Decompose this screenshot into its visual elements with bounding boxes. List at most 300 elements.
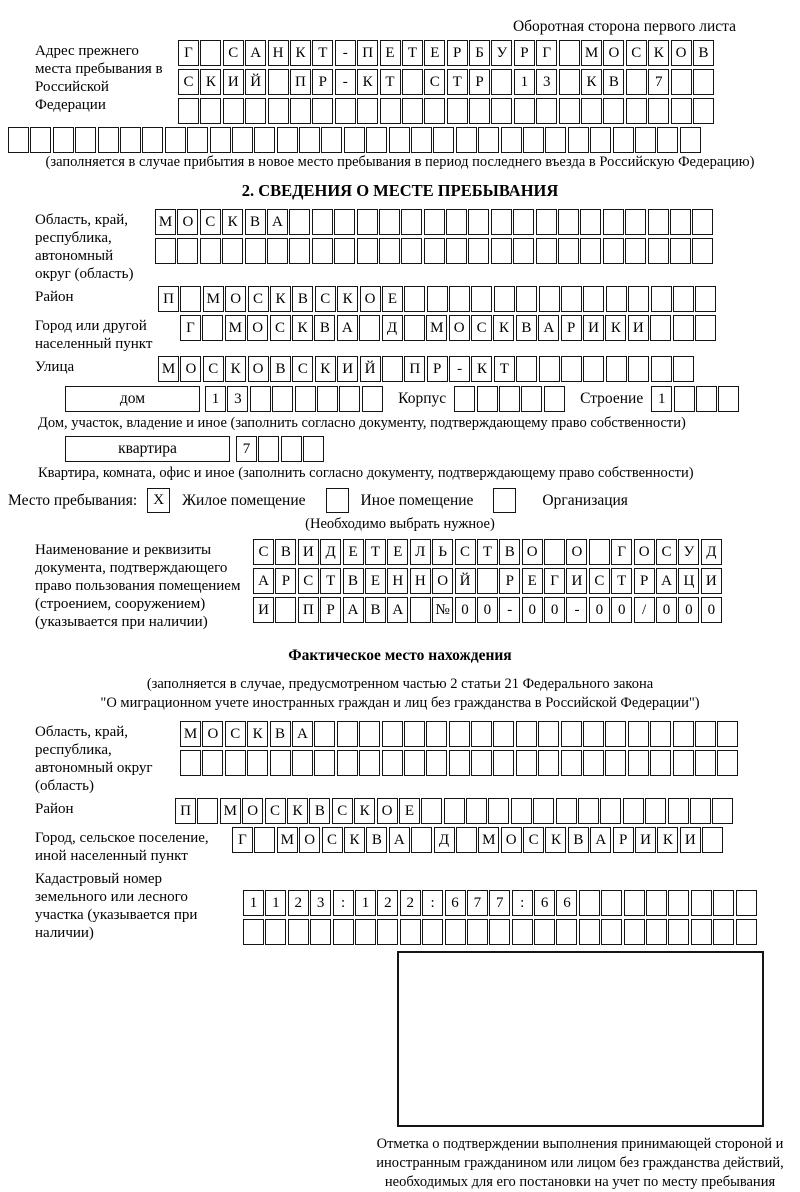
char-box[interactable]: К xyxy=(581,69,602,95)
char-box[interactable]: С xyxy=(455,539,476,565)
char-box[interactable]: К xyxy=(344,827,365,853)
char-box[interactable]: Е xyxy=(522,568,543,594)
char-box[interactable]: М xyxy=(478,827,499,853)
char-box[interactable]: 1 xyxy=(514,69,535,95)
char-box[interactable]: О xyxy=(671,40,692,66)
char-box[interactable]: О xyxy=(566,539,587,565)
char-box[interactable] xyxy=(303,436,324,462)
char-box[interactable]: Е xyxy=(382,286,403,312)
fact-region-row-1[interactable] xyxy=(180,721,740,747)
char-box[interactable] xyxy=(702,827,723,853)
char-box[interactable]: К xyxy=(657,827,678,853)
char-box[interactable] xyxy=(314,721,335,747)
char-box[interactable]: 7 xyxy=(467,890,488,916)
char-box[interactable] xyxy=(657,127,678,153)
char-box[interactable]: Й xyxy=(245,69,266,95)
char-box[interactable] xyxy=(444,798,465,824)
char-box[interactable]: С xyxy=(253,539,274,565)
char-box[interactable]: 2 xyxy=(400,890,421,916)
char-box[interactable] xyxy=(513,238,534,264)
korpus-row[interactable] xyxy=(454,386,566,412)
char-box[interactable]: 1 xyxy=(265,890,286,916)
char-box[interactable]: М xyxy=(203,286,224,312)
char-box[interactable] xyxy=(625,238,646,264)
char-box[interactable] xyxy=(606,356,627,382)
char-box[interactable] xyxy=(673,721,694,747)
char-box[interactable] xyxy=(648,98,669,124)
char-box[interactable] xyxy=(200,238,221,264)
char-box[interactable] xyxy=(628,721,649,747)
char-box[interactable] xyxy=(648,209,669,235)
char-box[interactable] xyxy=(321,127,342,153)
char-box[interactable] xyxy=(692,238,713,264)
char-box[interactable] xyxy=(561,356,582,382)
char-box[interactable] xyxy=(337,750,358,776)
char-box[interactable] xyxy=(538,721,559,747)
char-box[interactable]: С xyxy=(270,315,291,341)
char-box[interactable]: О xyxy=(247,315,268,341)
char-box[interactable] xyxy=(447,98,468,124)
char-box[interactable]: Г xyxy=(544,568,565,594)
char-box[interactable] xyxy=(539,286,560,312)
char-box[interactable] xyxy=(471,286,492,312)
char-box[interactable] xyxy=(650,721,671,747)
char-box[interactable]: 3 xyxy=(227,386,248,412)
char-box[interactable] xyxy=(362,386,383,412)
char-box[interactable] xyxy=(668,798,689,824)
char-box[interactable]: Р xyxy=(634,568,655,594)
char-box[interactable] xyxy=(695,721,716,747)
char-box[interactable] xyxy=(513,209,534,235)
char-box[interactable]: В xyxy=(366,827,387,853)
char-box[interactable] xyxy=(200,98,221,124)
char-box[interactable]: А xyxy=(253,568,274,594)
prev-address-overflow-row[interactable] xyxy=(8,127,792,153)
char-box[interactable]: У xyxy=(491,40,512,66)
char-box[interactable] xyxy=(583,721,604,747)
char-box[interactable] xyxy=(583,286,604,312)
char-box[interactable]: С xyxy=(322,827,343,853)
char-box[interactable] xyxy=(471,750,492,776)
char-box[interactable] xyxy=(603,209,624,235)
char-box[interactable]: - xyxy=(499,597,520,623)
char-box[interactable]: В xyxy=(568,827,589,853)
char-box[interactable]: М xyxy=(277,827,298,853)
char-box[interactable] xyxy=(355,919,376,945)
char-box[interactable]: 0 xyxy=(678,597,699,623)
char-box[interactable]: 0 xyxy=(589,597,610,623)
char-box[interactable] xyxy=(671,69,692,95)
char-box[interactable] xyxy=(600,798,621,824)
char-box[interactable] xyxy=(589,539,610,565)
char-box[interactable] xyxy=(516,750,537,776)
char-box[interactable]: В xyxy=(343,568,364,594)
char-box[interactable] xyxy=(187,127,208,153)
char-box[interactable]: - xyxy=(335,40,356,66)
char-box[interactable] xyxy=(695,315,716,341)
char-box[interactable] xyxy=(493,721,514,747)
char-box[interactable] xyxy=(628,356,649,382)
char-box[interactable] xyxy=(559,40,580,66)
char-box[interactable]: Н xyxy=(410,568,431,594)
char-box[interactable] xyxy=(359,750,380,776)
char-box[interactable] xyxy=(380,98,401,124)
char-box[interactable]: Й xyxy=(360,356,381,382)
char-box[interactable] xyxy=(624,890,645,916)
char-box[interactable]: С xyxy=(298,568,319,594)
char-box[interactable]: У xyxy=(678,539,699,565)
char-box[interactable]: С xyxy=(292,356,313,382)
char-box[interactable] xyxy=(120,127,141,153)
char-box[interactable] xyxy=(545,127,566,153)
char-box[interactable] xyxy=(310,919,331,945)
char-box[interactable]: 1 xyxy=(355,890,376,916)
char-box[interactable]: Г xyxy=(536,40,557,66)
char-box[interactable] xyxy=(491,238,512,264)
char-box[interactable] xyxy=(626,98,647,124)
cadastral-row-2[interactable] xyxy=(243,919,758,945)
char-box[interactable] xyxy=(713,919,734,945)
char-box[interactable]: 0 xyxy=(455,597,476,623)
char-box[interactable]: С xyxy=(248,286,269,312)
char-box[interactable]: Т xyxy=(402,40,423,66)
char-box[interactable] xyxy=(568,127,589,153)
char-box[interactable] xyxy=(556,919,577,945)
char-box[interactable]: 7 xyxy=(236,436,257,462)
char-box[interactable] xyxy=(469,98,490,124)
fact-district-row[interactable] xyxy=(175,798,735,824)
char-box[interactable] xyxy=(477,568,498,594)
char-box[interactable]: О xyxy=(225,286,246,312)
char-box[interactable] xyxy=(581,98,602,124)
char-box[interactable] xyxy=(402,98,423,124)
char-box[interactable]: О xyxy=(360,286,381,312)
char-box[interactable] xyxy=(247,750,268,776)
char-box[interactable]: Г xyxy=(611,539,632,565)
char-box[interactable] xyxy=(674,386,695,412)
char-box[interactable] xyxy=(281,436,302,462)
char-box[interactable] xyxy=(411,127,432,153)
char-box[interactable]: А xyxy=(245,40,266,66)
char-box[interactable]: К xyxy=(200,69,221,95)
char-box[interactable]: Д xyxy=(320,539,341,565)
char-box[interactable] xyxy=(624,919,645,945)
char-box[interactable] xyxy=(539,356,560,382)
char-box[interactable] xyxy=(673,356,694,382)
char-box[interactable] xyxy=(404,286,425,312)
char-box[interactable]: 1 xyxy=(243,890,264,916)
char-box[interactable] xyxy=(299,127,320,153)
char-box[interactable] xyxy=(493,750,514,776)
char-box[interactable]: С xyxy=(332,798,353,824)
char-box[interactable]: А xyxy=(389,827,410,853)
char-box[interactable]: Д xyxy=(382,315,403,341)
char-box[interactable] xyxy=(426,721,447,747)
char-box[interactable]: Т xyxy=(611,568,632,594)
char-box[interactable] xyxy=(75,127,96,153)
char-box[interactable] xyxy=(628,286,649,312)
char-box[interactable]: К xyxy=(337,286,358,312)
char-box[interactable] xyxy=(544,539,565,565)
char-box[interactable] xyxy=(651,356,672,382)
char-box[interactable]: 0 xyxy=(522,597,543,623)
char-box[interactable] xyxy=(268,98,289,124)
char-box[interactable] xyxy=(467,919,488,945)
char-box[interactable] xyxy=(651,286,672,312)
char-box[interactable] xyxy=(477,386,498,412)
char-box[interactable]: В xyxy=(270,721,291,747)
char-box[interactable] xyxy=(635,127,656,153)
char-box[interactable]: И xyxy=(583,315,604,341)
char-box[interactable] xyxy=(583,750,604,776)
char-box[interactable] xyxy=(583,356,604,382)
char-box[interactable] xyxy=(561,750,582,776)
char-box[interactable] xyxy=(202,750,223,776)
char-box[interactable]: В xyxy=(292,286,313,312)
char-box[interactable]: П xyxy=(175,798,196,824)
char-box[interactable] xyxy=(533,798,554,824)
char-box[interactable] xyxy=(379,238,400,264)
char-box[interactable] xyxy=(289,209,310,235)
char-box[interactable]: О xyxy=(299,827,320,853)
char-box[interactable] xyxy=(491,98,512,124)
char-box[interactable]: И xyxy=(223,69,244,95)
char-box[interactable] xyxy=(670,209,691,235)
char-box[interactable]: / xyxy=(634,597,655,623)
char-box[interactable]: К xyxy=(222,209,243,235)
char-box[interactable] xyxy=(295,386,316,412)
char-box[interactable] xyxy=(312,238,333,264)
stay-type-checkbox-residential[interactable]: X xyxy=(147,488,170,513)
char-box[interactable] xyxy=(254,127,275,153)
char-box[interactable]: 3 xyxy=(310,890,331,916)
char-box[interactable]: Й xyxy=(455,568,476,594)
char-box[interactable] xyxy=(232,127,253,153)
char-box[interactable]: Р xyxy=(320,597,341,623)
char-box[interactable]: 7 xyxy=(489,890,510,916)
char-box[interactable]: О xyxy=(501,827,522,853)
char-box[interactable]: К xyxy=(545,827,566,853)
char-box[interactable] xyxy=(736,919,757,945)
char-box[interactable]: Т xyxy=(477,539,498,565)
char-box[interactable]: А xyxy=(343,597,364,623)
char-box[interactable] xyxy=(536,209,557,235)
char-box[interactable] xyxy=(344,127,365,153)
char-box[interactable]: М xyxy=(180,721,201,747)
char-box[interactable] xyxy=(382,750,403,776)
char-box[interactable] xyxy=(691,890,712,916)
char-box[interactable] xyxy=(578,798,599,824)
char-box[interactable]: А xyxy=(337,315,358,341)
char-box[interactable]: № xyxy=(432,597,453,623)
char-box[interactable] xyxy=(165,127,186,153)
char-box[interactable]: О xyxy=(634,539,655,565)
char-box[interactable] xyxy=(673,286,694,312)
char-box[interactable]: Н xyxy=(268,40,289,66)
char-box[interactable]: К xyxy=(357,69,378,95)
char-box[interactable]: К xyxy=(354,798,375,824)
char-box[interactable]: Т xyxy=(312,40,333,66)
char-box[interactable] xyxy=(142,127,163,153)
char-box[interactable] xyxy=(446,238,467,264)
char-box[interactable]: Р xyxy=(275,568,296,594)
char-box[interactable]: В xyxy=(603,69,624,95)
char-box[interactable]: В xyxy=(499,539,520,565)
char-box[interactable]: К xyxy=(292,315,313,341)
char-box[interactable]: А xyxy=(590,827,611,853)
char-box[interactable]: Г xyxy=(180,315,201,341)
char-box[interactable] xyxy=(222,238,243,264)
char-box[interactable] xyxy=(404,750,425,776)
char-box[interactable]: И xyxy=(680,827,701,853)
char-box[interactable] xyxy=(270,750,291,776)
char-box[interactable]: С xyxy=(203,356,224,382)
char-box[interactable]: В xyxy=(309,798,330,824)
char-box[interactable]: Т xyxy=(365,539,386,565)
char-box[interactable] xyxy=(223,98,244,124)
char-box[interactable]: 0 xyxy=(544,597,565,623)
char-box[interactable] xyxy=(668,890,689,916)
char-box[interactable]: Т xyxy=(320,568,341,594)
stroenie-row[interactable] xyxy=(651,386,741,412)
char-box[interactable]: С xyxy=(315,286,336,312)
char-box[interactable] xyxy=(98,127,119,153)
prev-address-row-1[interactable] xyxy=(178,40,715,66)
char-box[interactable] xyxy=(449,750,470,776)
char-box[interactable]: К xyxy=(287,798,308,824)
char-box[interactable] xyxy=(625,209,646,235)
char-box[interactable] xyxy=(601,919,622,945)
char-box[interactable] xyxy=(603,98,624,124)
char-box[interactable] xyxy=(673,750,694,776)
char-box[interactable] xyxy=(523,127,544,153)
char-box[interactable] xyxy=(30,127,51,153)
char-box[interactable] xyxy=(177,238,198,264)
char-box[interactable]: П xyxy=(290,69,311,95)
char-box[interactable] xyxy=(693,98,714,124)
s2-region-row-2[interactable] xyxy=(155,238,715,264)
char-box[interactable] xyxy=(312,209,333,235)
char-box[interactable] xyxy=(605,750,626,776)
char-box[interactable] xyxy=(404,315,425,341)
char-box[interactable]: - xyxy=(335,69,356,95)
char-box[interactable]: 0 xyxy=(477,597,498,623)
char-box[interactable]: Р xyxy=(312,69,333,95)
char-box[interactable] xyxy=(499,386,520,412)
char-box[interactable]: Б xyxy=(469,40,490,66)
char-box[interactable] xyxy=(580,238,601,264)
char-box[interactable]: С xyxy=(424,69,445,95)
char-box[interactable] xyxy=(650,750,671,776)
char-box[interactable] xyxy=(382,356,403,382)
char-box[interactable] xyxy=(357,98,378,124)
char-box[interactable] xyxy=(561,721,582,747)
char-box[interactable] xyxy=(668,919,689,945)
char-box[interactable]: Ц xyxy=(678,568,699,594)
char-box[interactable]: П xyxy=(158,286,179,312)
char-box[interactable]: Г xyxy=(178,40,199,66)
char-box[interactable]: А xyxy=(538,315,559,341)
char-box[interactable]: Е xyxy=(343,539,364,565)
char-box[interactable]: 2 xyxy=(377,890,398,916)
char-box[interactable] xyxy=(501,127,522,153)
char-box[interactable] xyxy=(491,209,512,235)
char-box[interactable]: Р xyxy=(469,69,490,95)
char-box[interactable] xyxy=(494,286,515,312)
char-box[interactable]: С xyxy=(265,798,286,824)
char-box[interactable]: С xyxy=(178,69,199,95)
char-box[interactable]: М xyxy=(155,209,176,235)
char-box[interactable] xyxy=(534,919,555,945)
char-box[interactable]: К xyxy=(648,40,669,66)
char-box[interactable] xyxy=(202,315,223,341)
char-box[interactable]: С xyxy=(471,315,492,341)
char-box[interactable] xyxy=(317,386,338,412)
char-box[interactable] xyxy=(339,386,360,412)
char-box[interactable] xyxy=(334,238,355,264)
char-box[interactable] xyxy=(712,798,733,824)
char-box[interactable] xyxy=(258,436,279,462)
char-box[interactable] xyxy=(693,69,714,95)
char-box[interactable]: В xyxy=(516,315,537,341)
char-box[interactable]: С xyxy=(225,721,246,747)
char-box[interactable]: К xyxy=(225,356,246,382)
document-row-2[interactable] xyxy=(253,568,723,594)
char-box[interactable]: П xyxy=(357,40,378,66)
char-box[interactable] xyxy=(401,238,422,264)
char-box[interactable] xyxy=(288,919,309,945)
char-box[interactable] xyxy=(180,286,201,312)
char-box[interactable] xyxy=(422,919,443,945)
char-box[interactable]: Е xyxy=(380,40,401,66)
char-box[interactable]: О xyxy=(377,798,398,824)
char-box[interactable] xyxy=(337,721,358,747)
char-box[interactable] xyxy=(359,315,380,341)
char-box[interactable]: Д xyxy=(701,539,722,565)
char-box[interactable]: В xyxy=(245,209,266,235)
char-box[interactable] xyxy=(466,798,487,824)
char-box[interactable]: О xyxy=(177,209,198,235)
char-box[interactable] xyxy=(334,209,355,235)
char-box[interactable] xyxy=(606,286,627,312)
char-box[interactable]: И xyxy=(298,539,319,565)
char-box[interactable] xyxy=(579,919,600,945)
char-box[interactable] xyxy=(613,127,634,153)
char-box[interactable] xyxy=(456,127,477,153)
char-box[interactable] xyxy=(559,69,580,95)
char-box[interactable] xyxy=(514,98,535,124)
char-box[interactable]: Е xyxy=(387,539,408,565)
char-box[interactable]: 0 xyxy=(701,597,722,623)
char-box[interactable]: Т xyxy=(380,69,401,95)
char-box[interactable] xyxy=(411,827,432,853)
char-box[interactable] xyxy=(210,127,231,153)
char-box[interactable]: 2 xyxy=(288,890,309,916)
char-box[interactable] xyxy=(717,750,738,776)
char-box[interactable] xyxy=(556,798,577,824)
char-box[interactable]: Л xyxy=(410,539,431,565)
char-box[interactable]: К xyxy=(270,286,291,312)
char-box[interactable] xyxy=(561,286,582,312)
char-box[interactable] xyxy=(357,238,378,264)
char-box[interactable] xyxy=(692,209,713,235)
prev-address-row-2[interactable] xyxy=(178,69,715,95)
char-box[interactable]: П xyxy=(298,597,319,623)
char-box[interactable]: С xyxy=(626,40,647,66)
char-box[interactable]: 3 xyxy=(536,69,557,95)
char-box[interactable]: И xyxy=(337,356,358,382)
house-number-row[interactable] xyxy=(205,386,384,412)
